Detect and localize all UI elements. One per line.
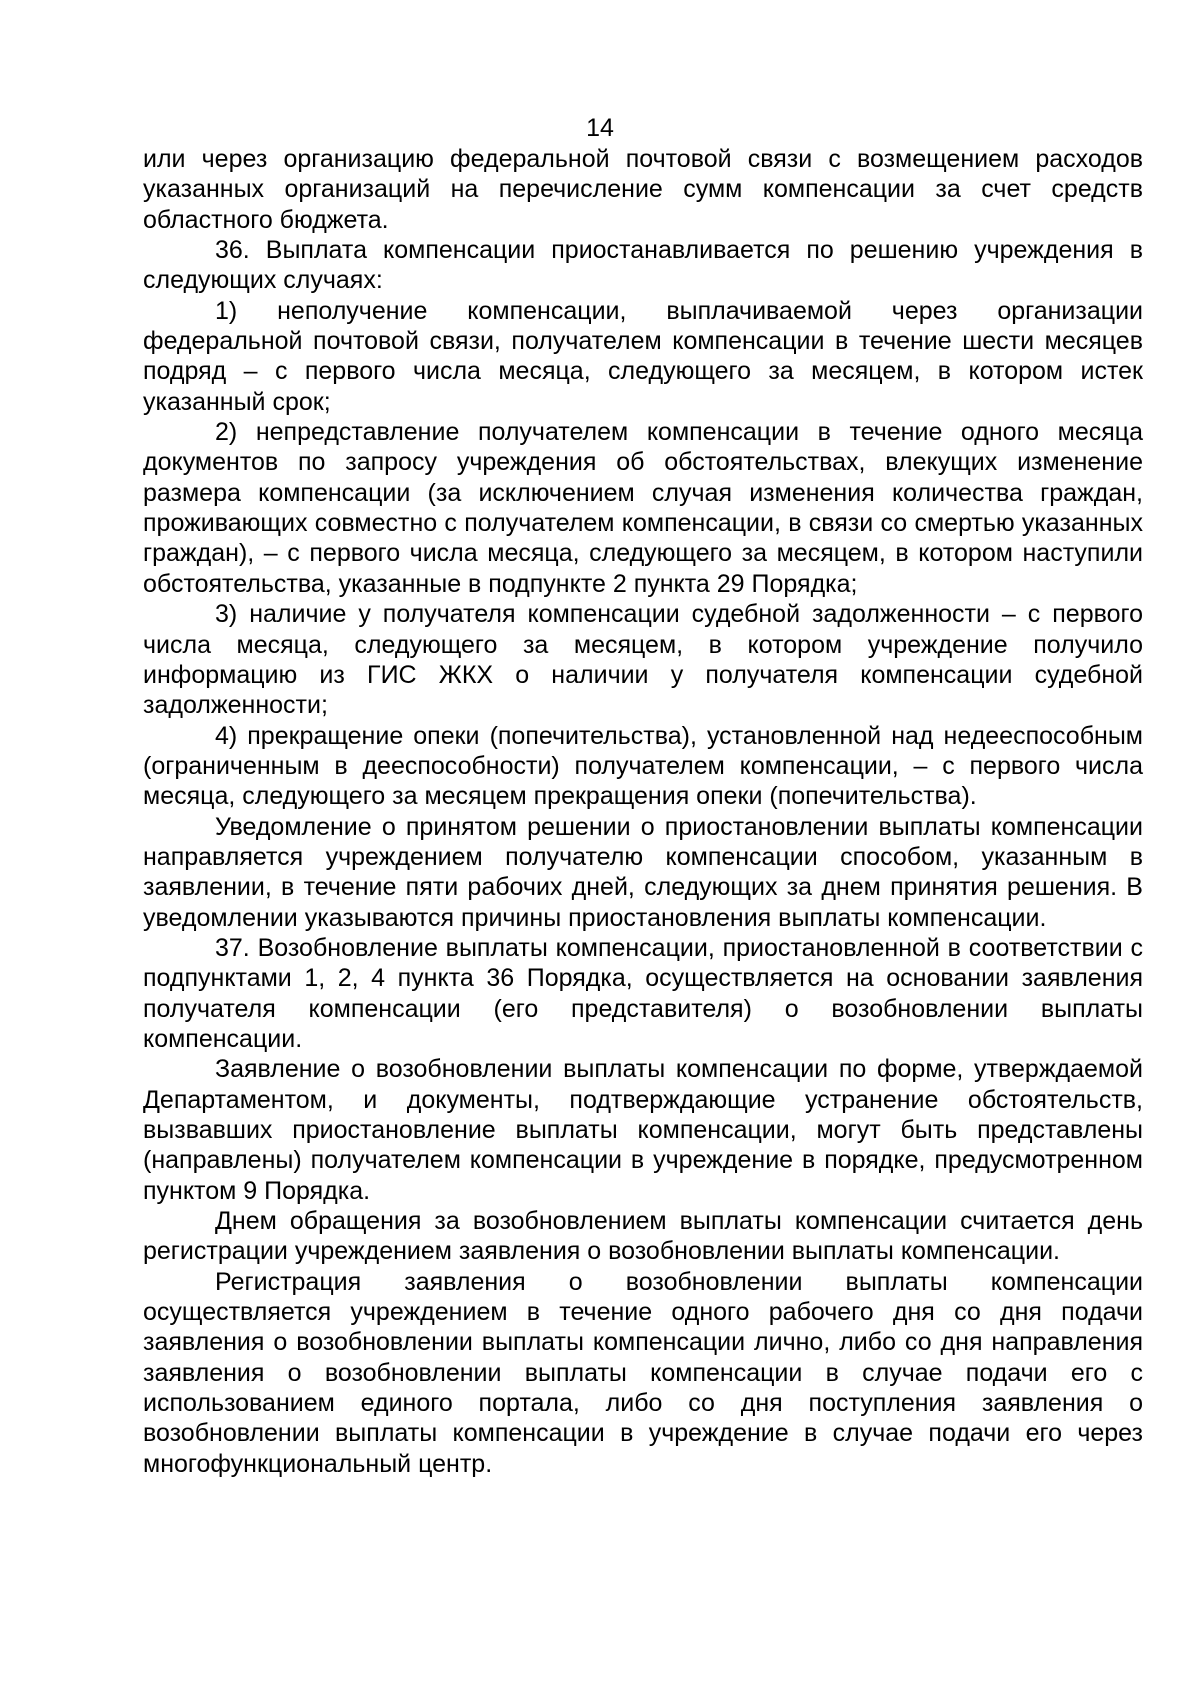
paragraph-application-date: Днем обращения за возобновлением выплаты компенсации считается день регистрации учреждением заявления о возобновлении выплаты компенсации.: [143, 1207, 1143, 1266]
paragraph-registration: Регистрация заявления о возобновлении выплаты компенсации осуществляется учреждением в течение одного рабочего дня со дня подачи заявления о возобновлении выплаты компенсации лично, либо со дня направления заявления о возобновлении выплаты компенсации в случае подачи его с использованием единого портала, либо со дня поступления заявления о возобновлении выплаты компенсации в учреждение в случае подачи его через многофункциональный центр.: [143, 1267, 1143, 1478]
paragraph-continuation: или через организацию федеральной почтовой связи с возмещением расходов указанных организаций на перечисление сумм компенсации за счет средств областного бюджета.: [143, 145, 1143, 234]
paragraph-subitem-2: 2) непредставление получателем компенсации в течение одного месяца документов по запросу учреждения об обстоятельствах, влекущих изменение размера компенсации (за исключением случая изменения количества граждан, проживающих совместно с получателем компенсации, в связи со смертью указанных граждан), – с первого числа месяца, следующего за месяцем, в котором наступили обстоятельства, указанные в подпункте 2 пункта 29 Порядка;: [143, 418, 1143, 598]
paragraph-application: Заявление о возобновлении выплаты компенсации по форме, утверждаемой Департаментом, и документы, подтверждающие устранение обстоятельств, вызвавших приостановление выплаты компенсации, могут быть представлены (направлены) получателем компенсации в учреждение в порядке, предусмотренном пунктом 9 Порядка.: [143, 1055, 1143, 1205]
paragraph-subitem-3: 3) наличие у получателя компенсации судебной задолженности – с первого числа месяца, следующего за месяцем, в котором учреждение получило информацию из ГИС ЖКХ о наличии у получателя компенсации судебной задолженности;: [143, 600, 1143, 720]
page-number: 14: [586, 114, 614, 142]
paragraph-item-37: 37. Возобновление выплаты компенсации, приостановленной в соответствии с подпунктами 1, 2, 4 пункта 36 Порядка, осуществляется на основании заявления получателя компенсации (его представителя) о возобновлении выплаты компенсации.: [143, 933, 1143, 1053]
paragraph-subitem-1: 1) неполучение компенсации, выплачиваемой через организации федеральной почтовой связи, получателем компенсации в течение шести месяцев подряд – с первого числа месяца, следующего за месяцем, в котором истек указанный срок;: [143, 296, 1143, 416]
paragraph-item-36: 36. Выплата компенсации приостанавливается по решению учреждения в следующих случаях:: [143, 236, 1143, 295]
paragraph-subitem-4: 4) прекращение опеки (попечительства), установленной над недееспособным (ограниченным в дееспособности) получателем компенсации, – с первого числа месяца, следующего за месяцем прекращения опеки (попечительства).: [143, 721, 1143, 811]
document-body: [143, 144, 1143, 1479]
paragraph-notification: Уведомление о принятом решении о приостановлении выплаты компенсации направляется учреждением получателю компенсации способом, указанным в заявлении, в течение пяти рабочих дней, следующих за днем принятия решения. В уведомлении указываются причины приостановления выплаты компенсации.: [143, 812, 1143, 932]
